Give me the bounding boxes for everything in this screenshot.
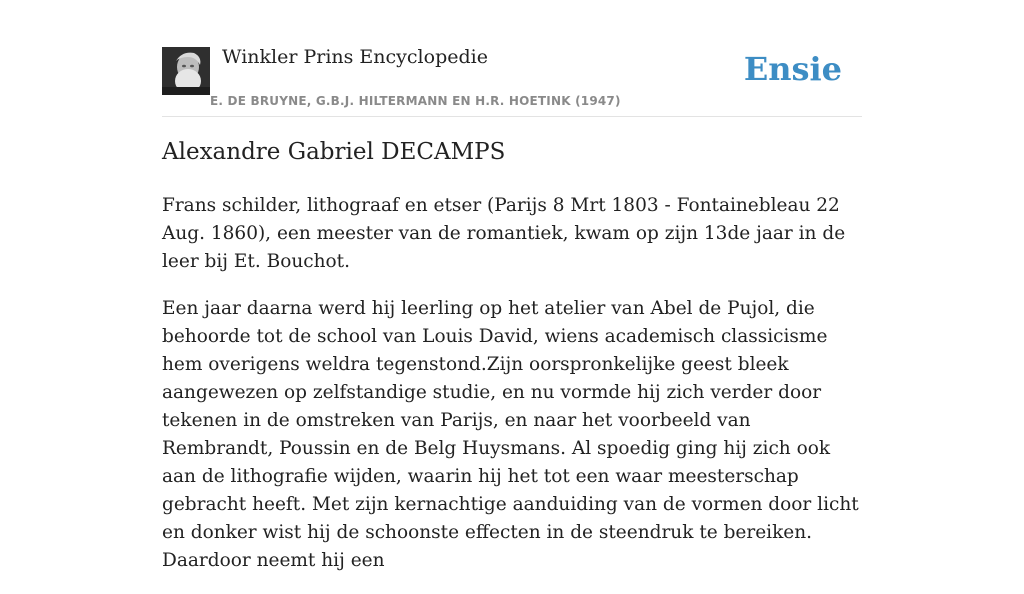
publication-authors: E. DE BRUYNE, G.B.J. HILTERMANN EN H.R. HOETINK (1947) xyxy=(210,94,621,108)
article-paragraph: Een jaar daarna werd hij leerling op het atelier van Abel de Pujol, die behoorde tot de school van Louis David, wiens academisch classicisme hem overigens weldra tegenstond.Zijn oorspronkelijke geest bleek aangewezen op zelfstandige studie, en nu vormde hij zich verder door tekenen in de omstreken van Parijs, en naar het voorbeeld van Rembrandt, Poussin en de Belg Huysmans. Al spoedig ging hij zich ook aan de lithografie wijden, waarin hij het tot een waar meesterschap gebracht heeft. Met zijn kernachtige aanduiding van de vormen door licht en donker wist hij de schoonste effecten in de steendruk te bereiken. Daardoor neemt hij een xyxy=(162,298,859,571)
author-avatar[interactable] xyxy=(162,47,210,95)
article-title: Alexandre Gabriel DECAMPS xyxy=(162,139,506,165)
ensie-logo-link[interactable]: Ensie xyxy=(743,50,842,88)
article-paragraph: Frans schilder, lithograaf en etser (Parijs 8 Mrt 1803 - Fontainebleau 22 Aug. 1860), een meester van de romantiek, kwam op zijn 13de jaar in de leer bij Et. Bouchot. xyxy=(162,195,846,272)
article-body xyxy=(162,192,862,594)
author-portrait-icon xyxy=(162,47,210,95)
header xyxy=(162,46,862,117)
publication-title[interactable]: Winkler Prins Encyclopedie xyxy=(222,46,488,68)
